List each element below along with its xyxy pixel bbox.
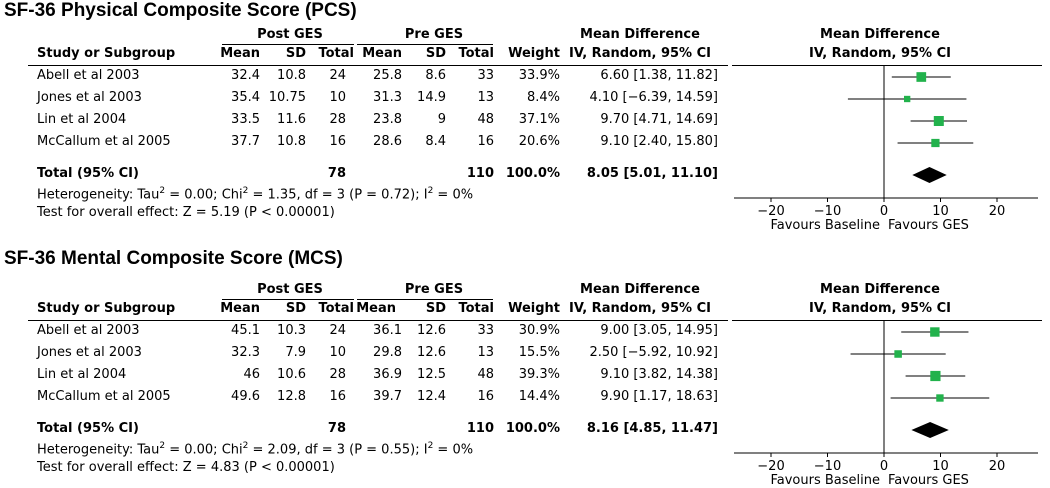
post-sd: 10.6 [277, 367, 306, 382]
post-sd: 10.8 [277, 134, 306, 149]
header-rule [28, 65, 728, 66]
col-pre-total: Total [458, 301, 494, 316]
col-pre-mean: Mean [356, 301, 396, 316]
effect-marker [916, 72, 926, 82]
pre-total: 13 [477, 345, 494, 360]
forest-plot-mcs [0, 248, 1050, 488]
effect-marker [930, 327, 939, 336]
effect-marker [936, 394, 943, 401]
pre-mean: 25.8 [373, 68, 402, 83]
x-tick-label: 10 [932, 459, 949, 474]
col-post-sd: SD [285, 46, 306, 61]
post-mean: 32.3 [231, 345, 260, 360]
study-name: Lin et al 2004 [37, 112, 127, 127]
col-post-total: Total [318, 46, 354, 61]
x-tick-label: 0 [879, 204, 889, 219]
total-label: Total (95% CI) [37, 166, 139, 181]
group-underline-post [222, 299, 354, 300]
group-header-pre: Pre GES [404, 282, 464, 297]
ci-text: 9.10 [3.82, 14.38] [600, 367, 718, 382]
pre-sd: 12.6 [417, 345, 446, 360]
x-tick-label: −20 [757, 204, 785, 219]
pre-total: 13 [477, 90, 494, 105]
chart-title: SF-36 Physical Composite Score (PCS) [4, 0, 357, 21]
pre-sd: 14.9 [417, 90, 446, 105]
weight: 8.4% [526, 90, 560, 105]
forest-plot-area [730, 0, 1050, 240]
pooled-diamond [911, 422, 948, 438]
effect-marker [904, 96, 910, 102]
ci-text: 9.90 [1.17, 18.63] [600, 389, 718, 404]
pre-total: 48 [477, 112, 494, 127]
ci-text: 9.10 [2.40, 15.80] [600, 134, 718, 149]
pre-mean: 36.1 [373, 323, 402, 338]
pre-total: 48 [477, 367, 494, 382]
x-tick-label: −20 [757, 459, 785, 474]
post-total: 10 [329, 345, 346, 360]
study-name: Jones et al 2003 [37, 345, 142, 360]
post-sd: 10.3 [277, 323, 306, 338]
x-tick-label: 10 [932, 204, 949, 219]
study-name: Jones et al 2003 [37, 90, 142, 105]
group-header-pre: Pre GES [404, 27, 464, 42]
pre-mean: 23.8 [373, 112, 402, 127]
overall-effect-text: Test for overall effect: Z = 4.83 (P < 0.00001) [37, 460, 335, 475]
x-tick-label: 0 [879, 459, 889, 474]
post-mean: 45.1 [231, 323, 260, 338]
effect-marker [934, 116, 944, 126]
post-mean: 33.5 [231, 112, 260, 127]
md-header: Mean Difference [580, 282, 700, 297]
pre-mean: 31.3 [373, 90, 402, 105]
total-ci-text: 8.16 [4.85, 11.47] [586, 421, 718, 436]
study-name: Abell et al 2003 [37, 68, 140, 83]
pre-total: 16 [477, 389, 494, 404]
plot-md-header: Mean Difference [820, 27, 940, 42]
favours-right-label: Favours GES [888, 218, 969, 233]
total-ci-text: 8.05 [5.01, 11.10] [586, 166, 718, 181]
favours-right-label: Favours GES [888, 473, 969, 488]
weight: 33.9% [518, 68, 560, 83]
pre-sd: 12.4 [417, 389, 446, 404]
col-post-total: Total [318, 301, 354, 316]
col-md-method: IV, Random, 95% CI [569, 301, 711, 316]
ci-text: 9.70 [4.71, 14.69] [600, 112, 718, 127]
weight: 39.3% [518, 367, 560, 382]
post-total: 24 [329, 68, 346, 83]
post-sd: 10.8 [277, 68, 306, 83]
overall-effect-text: Test for overall effect: Z = 5.19 (P < 0.00001) [37, 205, 335, 220]
total-post: 78 [327, 421, 346, 436]
group-header-post: Post GES [257, 282, 323, 297]
post-mean: 35.4 [231, 90, 260, 105]
pre-sd: 9 [437, 112, 446, 127]
post-sd: 11.6 [277, 112, 306, 127]
col-post-mean: Mean [220, 301, 260, 316]
total-label: Total (95% CI) [37, 421, 139, 436]
pre-total: 33 [477, 323, 494, 338]
post-total: 10 [329, 90, 346, 105]
col-pre-total: Total [458, 46, 494, 61]
col-pre-mean: Mean [362, 46, 402, 61]
col-post-sd: SD [285, 301, 306, 316]
weight: 14.4% [518, 389, 560, 404]
total-weight: 100.0% [505, 421, 560, 436]
weight: 20.6% [518, 134, 560, 149]
post-total: 24 [329, 323, 346, 338]
favours-left-label: Favours Baseline [770, 473, 880, 488]
post-mean: 46 [243, 367, 260, 382]
chart-title: SF-36 Mental Composite Score (MCS) [4, 248, 343, 269]
group-underline-pre [357, 299, 493, 300]
ci-text: 2.50 [−5.92, 10.92] [589, 345, 718, 360]
pre-total: 33 [477, 68, 494, 83]
study-name: McCallum et al 2005 [37, 134, 171, 149]
col-weight: Weight [508, 46, 560, 61]
post-total: 28 [329, 112, 346, 127]
pre-sd: 8.6 [425, 68, 446, 83]
post-sd: 12.8 [277, 389, 306, 404]
total-post: 78 [327, 166, 346, 181]
study-name: McCallum et al 2005 [37, 389, 171, 404]
total-weight: 100.0% [505, 166, 560, 181]
effect-marker [930, 371, 940, 381]
post-mean: 37.7 [231, 134, 260, 149]
post-total: 16 [329, 389, 346, 404]
x-tick-label: −10 [813, 459, 842, 474]
weight: 30.9% [518, 323, 560, 338]
header-rule [28, 320, 728, 321]
pre-total: 16 [477, 134, 494, 149]
post-mean: 32.4 [231, 68, 260, 83]
pre-mean: 28.6 [373, 134, 402, 149]
group-header-post: Post GES [257, 27, 323, 42]
favours-left-label: Favours Baseline [770, 218, 880, 233]
study-name: Abell et al 2003 [37, 323, 140, 338]
plot-md-method: IV, Random, 95% CI [809, 46, 951, 61]
effect-marker [894, 350, 902, 358]
post-total: 16 [329, 134, 346, 149]
heterogeneity-text: Heterogeneity: Tau$^2$ = 0.00; Chi$^2$ = 1.35, df = 3 (P = 0.72); $I^2 = 0\%$ [37, 186, 474, 203]
total-pre: 110 [466, 421, 494, 436]
ci-text: 6.60 [1.38, 11.82] [600, 68, 718, 83]
md-header: Mean Difference [580, 27, 700, 42]
pre-mean: 36.9 [373, 367, 402, 382]
pre-sd: 12.6 [417, 323, 446, 338]
ci-text: 9.00 [3.05, 14.95] [600, 323, 718, 338]
ci-text: 4.10 [−6.39, 14.59] [589, 90, 718, 105]
col-study: Study or Subgroup [37, 46, 176, 61]
post-sd: 10.75 [268, 90, 306, 105]
group-underline-pre [357, 44, 493, 45]
col-study: Study or Subgroup [37, 301, 176, 316]
col-weight: Weight [508, 301, 560, 316]
col-post-mean: Mean [220, 46, 260, 61]
x-tick-label: −10 [813, 204, 842, 219]
plot-md-header: Mean Difference [820, 282, 940, 297]
pre-mean: 29.8 [373, 345, 402, 360]
col-pre-sd: SD [425, 46, 446, 61]
pooled-diamond [912, 167, 946, 183]
x-tick-label: 20 [988, 459, 1006, 474]
effect-marker [931, 139, 939, 147]
forest-plot-area [730, 248, 1050, 488]
post-mean: 49.6 [231, 389, 260, 404]
forest-plot-pcs [0, 0, 1050, 240]
col-pre-sd: SD [425, 301, 446, 316]
plot-md-method: IV, Random, 95% CI [809, 301, 951, 316]
weight: 37.1% [518, 112, 560, 127]
total-pre: 110 [466, 166, 494, 181]
post-sd: 7.9 [285, 345, 306, 360]
study-name: Lin et al 2004 [37, 367, 127, 382]
group-underline-post [222, 44, 354, 45]
pre-sd: 8.4 [425, 134, 446, 149]
x-tick-label: 20 [988, 204, 1006, 219]
pre-mean: 39.7 [373, 389, 402, 404]
post-total: 28 [329, 367, 346, 382]
pre-sd: 12.5 [417, 367, 446, 382]
heterogeneity-text: Heterogeneity: Tau$^2$ = 0.00; Chi$^2$ = 2.09, df = 3 (P = 0.55); $I^2 = 0\%$ [37, 441, 474, 458]
col-md-method: IV, Random, 95% CI [569, 46, 711, 61]
weight: 15.5% [518, 345, 560, 360]
